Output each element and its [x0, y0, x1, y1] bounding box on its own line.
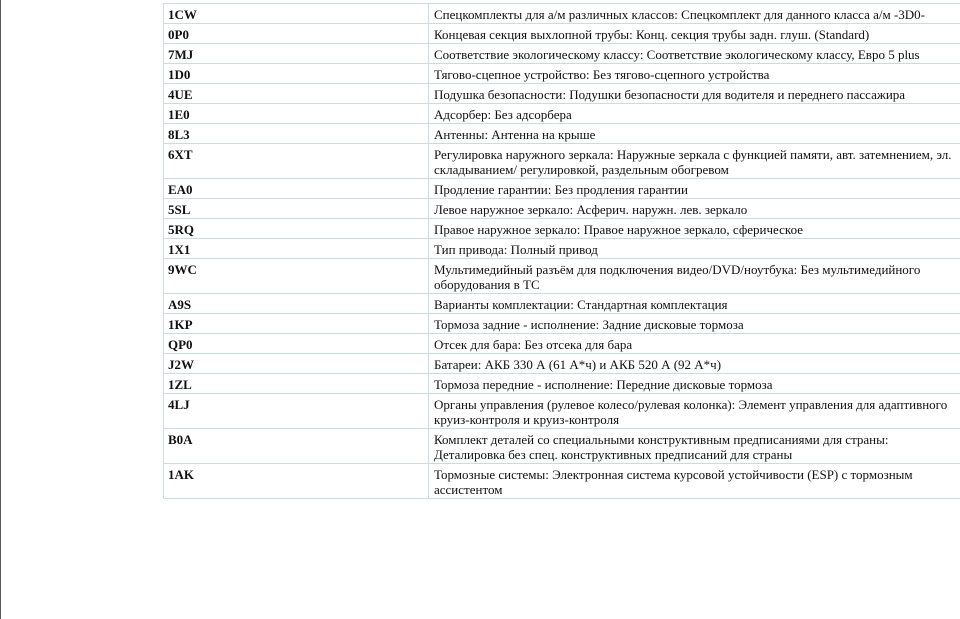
- table-row: [164, 44, 960, 64]
- table-row: [164, 144, 960, 179]
- option-code: 1KP: [164, 314, 429, 334]
- table-row: [164, 84, 960, 104]
- table-row: [164, 104, 960, 124]
- table-row: [164, 24, 960, 44]
- option-description: Подушка безопасности: Подушки безопасности для водителя и переднего пассажира: [429, 84, 960, 104]
- table-row: [164, 4, 960, 24]
- option-code: 6XT: [164, 144, 429, 179]
- option-code: 1E0: [164, 104, 429, 124]
- option-code: 4LJ: [164, 394, 429, 429]
- option-description: Продление гарантии: Без продления гарантии: [429, 179, 960, 199]
- option-code: 1X1: [164, 239, 429, 259]
- option-description: Спецкомплекты для а/м различных классов: Спецкомплект для данного класса а/м -3D0-: [429, 4, 960, 24]
- option-code: 7MJ: [164, 44, 429, 64]
- table-row: [164, 294, 960, 314]
- table-row: [164, 464, 960, 499]
- option-code: 1ZL: [164, 374, 429, 394]
- option-description: Левое наружное зеркало: Асферич. наружн. лев. зеркало: [429, 199, 960, 219]
- option-description: Отсек для бара: Без отсека для бара: [429, 334, 960, 354]
- option-code: 5RQ: [164, 219, 429, 239]
- option-description: Батареи: АКБ 330 А (61 А*ч) и АКБ 520 А (92 А*ч): [429, 354, 960, 374]
- option-description: Правое наружное зеркало: Правое наружное зеркало, сферическое: [429, 219, 960, 239]
- option-description: Варианты комплектации: Стандартная комплектация: [429, 294, 960, 314]
- table-row: [164, 334, 960, 354]
- equipment-codes-table: [163, 3, 960, 499]
- option-description: Концевая секция выхлопной трубы: Конц. секция трубы задн. глуш. (Standard): [429, 24, 960, 44]
- table-row: [164, 64, 960, 84]
- table-row: [164, 394, 960, 429]
- option-code: B0A: [164, 429, 429, 464]
- option-code: J2W: [164, 354, 429, 374]
- left-border-line: [0, 0, 1, 619]
- option-code: 4UE: [164, 84, 429, 104]
- option-code: 1CW: [164, 4, 429, 24]
- option-description: Тормоза передние - исполнение: Передние дисковые тормоза: [429, 374, 960, 394]
- option-description: Тягово-сцепное устройство: Без тягово-сцепного устройства: [429, 64, 960, 84]
- equipment-codes-body: [164, 4, 960, 499]
- option-description: Тормозные системы: Электронная система курсовой устойчивости (ESP) с тормозным ассистентом: [429, 464, 960, 499]
- table-row: [164, 314, 960, 334]
- table-row: [164, 239, 960, 259]
- option-code: 0P0: [164, 24, 429, 44]
- table-row: [164, 124, 960, 144]
- option-description: Антенны: Антенна на крыше: [429, 124, 960, 144]
- table-row: [164, 354, 960, 374]
- table-row: [164, 374, 960, 394]
- table-row: [164, 219, 960, 239]
- option-description: Соответствие экологическому классу: Соответствие экологическому классу, Евро 5 plus: [429, 44, 960, 64]
- option-description: Регулировка наружного зеркала: Наружные зеркала с функцией памяти, авт. затемнением, эл. складыванием/ регулировкой, раздельным обогревом: [429, 144, 960, 179]
- option-description: Адсорбер: Без адсорбера: [429, 104, 960, 124]
- option-description: Тип привода: Полный привод: [429, 239, 960, 259]
- table-row: [164, 199, 960, 219]
- option-description: Комплект деталей со специальными конструктивным предписаниями для страны: Деталировка без спец. конструктивных предписаний для страны: [429, 429, 960, 464]
- option-code: A9S: [164, 294, 429, 314]
- option-code: 5SL: [164, 199, 429, 219]
- option-code: 8L3: [164, 124, 429, 144]
- option-code: 9WC: [164, 259, 429, 294]
- table-row: [164, 429, 960, 464]
- option-code: 1AK: [164, 464, 429, 499]
- option-code: 1D0: [164, 64, 429, 84]
- option-code: EA0: [164, 179, 429, 199]
- option-code: QP0: [164, 334, 429, 354]
- option-description: Мультимедийный разъём для подключения видео/DVD/ноутбука: Без мультимедийного оборудования в ТС: [429, 259, 960, 294]
- option-description: Органы управления (рулевое колесо/рулевая колонка): Элемент управления для адаптивного круиз-контроля и круиз-контроля: [429, 394, 960, 429]
- table-row: [164, 259, 960, 294]
- option-description: Тормоза задние - исполнение: Задние дисковые тормоза: [429, 314, 960, 334]
- table-row: [164, 179, 960, 199]
